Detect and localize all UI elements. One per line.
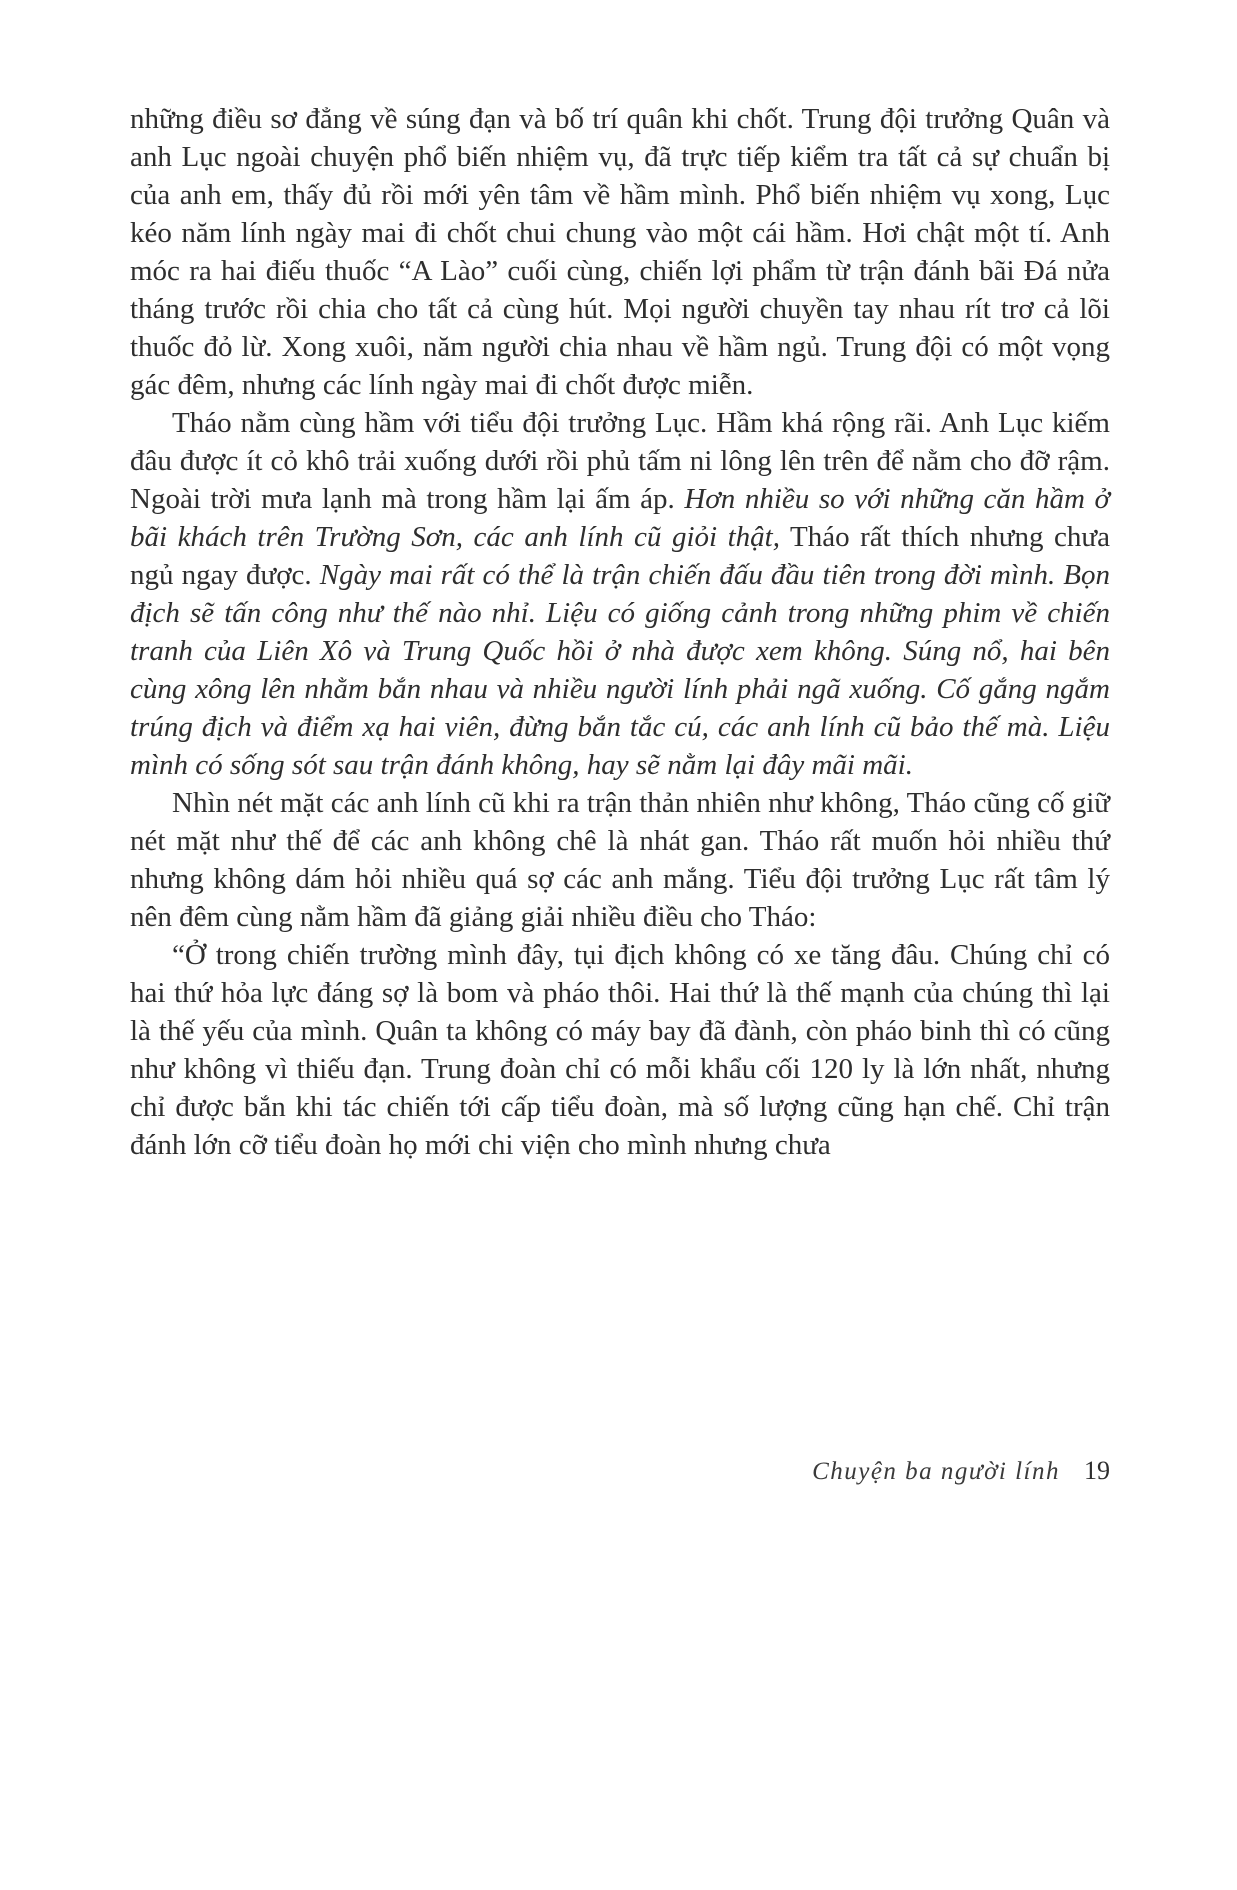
text-run: Nhìn nét mặt các anh lính cũ khi ra trận thản nhiên như không, Tháo cũng cố giữ nét mặt như thế để các anh không chê là nhát gan. Tháo rất muốn hỏi nhiều thứ nhưng không dám hỏi nhiều quá sợ các anh mắng. Tiểu đội trưởng Lục rất tâm lý nên đêm cùng nằm hầm đã giảng giải nhiều điều cho Tháo: [130, 787, 1110, 933]
text-run: Tháo nằm cùng hầm với tiểu đội trưởng Lục. Hầm khá rộng rãi. Anh Lục kiếm đâu được ít cỏ khô trải xuống dưới rồi phủ tấm ni lông lên trên để nằm cho đỡ rậm. Ngoài trời mưa lạnh mà trong hầm lại ấm áp. [130, 407, 1110, 515]
italic-text-run: Ngày mai rất có thể là trận chiến đấu đầu tiên trong đời mình. Bọn địch sẽ tấn công như thế nào nhỉ. Liệu có giống cảnh trong những phim về chiến tranh của Liên Xô và Trung Quốc hồi ở nhà được xem không. Súng nổ, hai bên cùng xông lên nhằm bắn nhau và nhiều người lính phải ngã xuống. Cố gắng ngắm trúng địch và điểm xạ hai viên, đừng bắn tắc cú, các anh lính cũ bảo thế mà. Liệu mình có sống sót sau trận đánh không, hay sẽ nằm lại đây mãi mãi. [130, 559, 1110, 781]
footer-page-number: 19 [1084, 1456, 1110, 1485]
page-footer [812, 1456, 1110, 1486]
footer-book-title: Chuyện ba người lính [812, 1458, 1060, 1485]
paragraph [130, 936, 1110, 1164]
text-run: những điều sơ đẳng về súng đạn và bố trí quân khi chốt. Trung đội trưởng Quân và anh Lục ngoài chuyện phổ biến nhiệm vụ, đã trực tiếp kiểm tra tất cả sự chuẩn bị của anh em, thấy đủ rồi mới yên tâm về hầm mình. Phổ biến nhiệm vụ xong, Lục kéo năm lính ngày mai đi chốt chui chung vào một cái hầm. Hơi chật một tí. Anh móc ra hai điếu thuốc “A Lào” cuối cùng, chiến lợi phẩm từ trận đánh bãi Đá nửa tháng trước rồi chia cho tất cả cùng hút. Mọi người chuyền tay nhau rít trơ cả lõi thuốc đỏ lừ. Xong xuôi, năm người chia nhau về hầm ngủ. Trung đội có một vọng gác đêm, nhưng các lính ngày mai đi chốt được miễn. [130, 103, 1110, 401]
text-run: Tháo rất thích nhưng chưa ngủ ngay được. [130, 521, 1111, 591]
italic-text-run: Hơn nhiều so với những căn hầm ở bãi khách trên Trường Sơn, các anh lính cũ giỏi thật, [130, 483, 1110, 553]
paragraph [130, 784, 1110, 936]
paragraph [130, 404, 1110, 784]
page-text [130, 100, 1110, 1164]
text-run: “Ở trong chiến trường mình đây, tụi địch không có xe tăng đâu. Chúng chỉ có hai thứ hỏa lực đáng sợ là bom và pháo thôi. Hai thứ là thế mạnh của chúng thì lại là thế yếu của mình. Quân ta không có máy bay đã đành, còn pháo binh thì có cũng như không vì thiếu đạn. Trung đoàn chỉ có mỗi khẩu cối 120 ly là lớn nhất, nhưng chỉ được bắn khi tác chiến tới cấp tiểu đoàn, mà số lượng cũng hạn chế. Chỉ trận đánh lớn cỡ tiểu đoàn họ mới chi viện cho mình nhưng chưa [130, 939, 1110, 1161]
paragraph [130, 100, 1110, 404]
